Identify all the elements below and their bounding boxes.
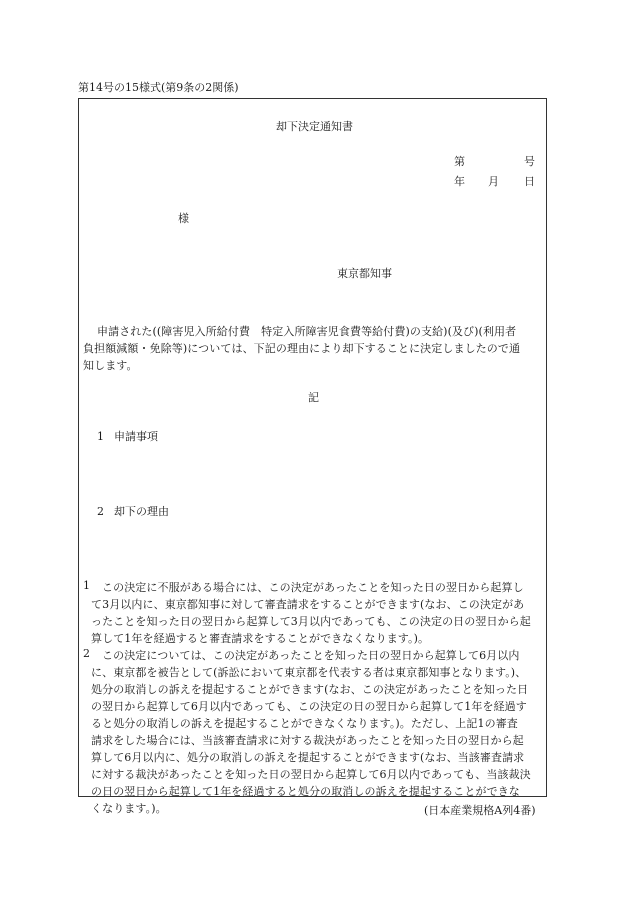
section-2-label: 却下の理由 [114, 505, 169, 518]
section-2-number: 2 [97, 505, 104, 518]
date-day-label: 日 [524, 175, 535, 188]
section-1-label: 申請事項 [114, 430, 158, 443]
note-line: 処分の取消しの訴えを提起することができます(なお、この決定があったことを知った日 [91, 683, 529, 696]
note-line: ったことを知った日の翌日から起算して3月以内であっても、この決定の日の翌日から起 [91, 615, 531, 628]
note-line: この決定については、この決定があったことを知った日の翌日から起算して6月以内 [102, 649, 520, 662]
section-1-number: 1 [97, 430, 104, 443]
note-line: の翌日から起算して6月以内であっても、この決定の日の翌日から起算して1年を経過す [91, 700, 527, 713]
number-suffix: 号 [524, 155, 535, 168]
note-number: 2 [83, 647, 91, 660]
note-line: 請求をした場合には、当該審査請求に対する裁決があったことを知った日の翌日から起 [91, 734, 524, 747]
number-prefix: 第 [454, 155, 465, 168]
body-line: 知します。 [83, 359, 138, 372]
body-line: 申請された((障害児入所給付費 特定入所障害児食費等給付費)の支給)(及び)(利用者 [97, 325, 517, 338]
paper-size-footer: (日本産業規格A列4番) [424, 804, 536, 817]
note-line: 算して6月以内に、処分の取消しの訴えを提起することができます(なお、当該審査請求 [91, 751, 525, 764]
note-line: くなります。)。 [91, 802, 167, 815]
note-line: て3月以内に、東京都知事に対して審査請求をすることができます(なお、この決定があ [91, 598, 525, 611]
ki-heading: 記 [308, 391, 319, 404]
note-line: に、東京都を被告として(訴訟において東京都を代表する者は東京都知事となります。)、 [91, 666, 527, 679]
note-line: ると処分の取消しの訴えを提起することができなくなります。)。ただし、上記1の審査 [91, 717, 518, 730]
note-line: の日の翌日から起算して1年を経過すると処分の取消しの訴えを提起することができな [91, 785, 520, 798]
document-title: 却下決定通知書 [276, 120, 353, 133]
addressee-suffix: 様 [178, 212, 189, 225]
form-header-label: 第14号の15様式(第9条の2関係) [78, 81, 239, 94]
note-line: 算して1年を経過すると審査請求をすることができなくなります。)。 [91, 632, 430, 645]
note-line: に対する裁決があったことを知った日の翌日から起算して6月以内であっても、当該裁決 [91, 768, 531, 781]
body-line: 負担額減額・免除等)については、下記の理由により却下することに決定しましたので通 [83, 342, 521, 355]
date-year-label: 年 [454, 175, 465, 188]
date-month-label: 月 [488, 175, 499, 188]
note-number: 1 [83, 579, 91, 592]
note-line: この決定に不服がある場合には、この決定があったことを知った日の翌日から起算し [102, 581, 524, 594]
issuer-name: 東京都知事 [337, 267, 392, 280]
